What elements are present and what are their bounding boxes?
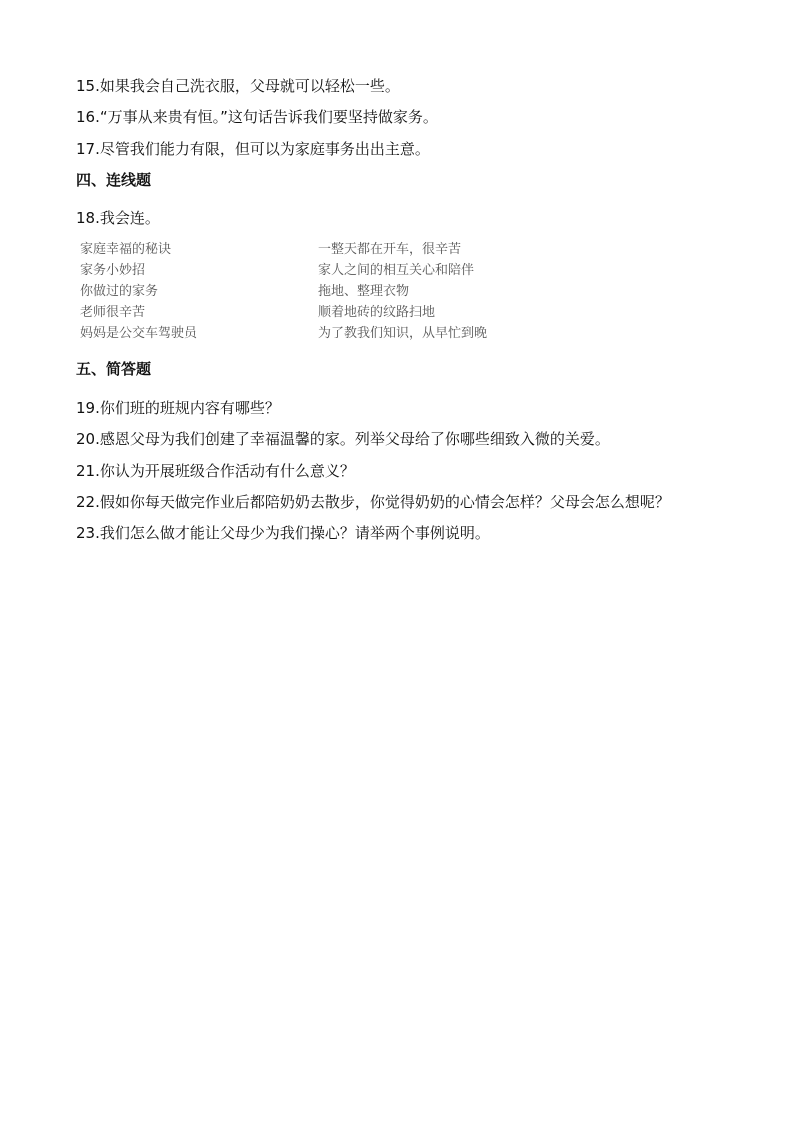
question-21: 21.你认为开展班级合作活动有什么意义？ — [76, 462, 355, 480]
question-19: 19.你们班的班规内容有哪些？ — [76, 399, 280, 417]
question-18: 18.我会连。 — [76, 209, 160, 227]
matching-row — [80, 323, 560, 344]
matching-table — [80, 239, 560, 344]
question-22: 22.假如你每天做完作业后都陪奶奶去散步，你觉得奶奶的心情会怎样？父母会怎么想呢？ — [76, 493, 670, 511]
matching-row — [80, 260, 560, 281]
matching-left-item: 老师很辛苦 — [80, 305, 146, 320]
matching-right-item: 一整天都在开车，很辛苦 — [318, 242, 462, 257]
matching-left-item: 你做过的家务 — [80, 284, 159, 299]
question-20: 20.感恩父母为我们创建了幸福温馨的家。列举父母给了你哪些细致入微的关爱。 — [76, 430, 610, 448]
matching-right-item: 拖地、整理衣物 — [318, 284, 410, 299]
matching-row — [80, 302, 560, 323]
matching-right-item: 顺着地砖的纹路扫地 — [318, 305, 436, 320]
question-23: 23.我们怎么做才能让父母少为我们操心？请举两个事例说明。 — [76, 524, 490, 542]
matching-left-item: 家庭幸福的秘诀 — [80, 242, 172, 257]
matching-row — [80, 281, 560, 302]
question-16: 16.“万事从来贵有恒。”这句话告诉我们要坚持做家务。 — [76, 108, 438, 126]
question-17: 17.尽管我们能力有限，但可以为家庭事务出出主意。 — [76, 140, 430, 158]
matching-right-item: 家人之间的相互关心和陪伴 — [318, 263, 475, 278]
matching-left-item: 家务小妙招 — [80, 263, 146, 278]
question-15: 15.如果我会自己洗衣服，父母就可以轻松一些。 — [76, 77, 400, 95]
matching-right-item: 为了教我们知识，从早忙到晚 — [318, 326, 488, 341]
matching-left-item: 妈妈是公交车驾驶员 — [80, 326, 198, 341]
matching-row — [80, 239, 560, 260]
section-heading-matching: 四、连线题 — [76, 171, 152, 189]
section-heading-short-answer: 五、简答题 — [76, 360, 152, 378]
